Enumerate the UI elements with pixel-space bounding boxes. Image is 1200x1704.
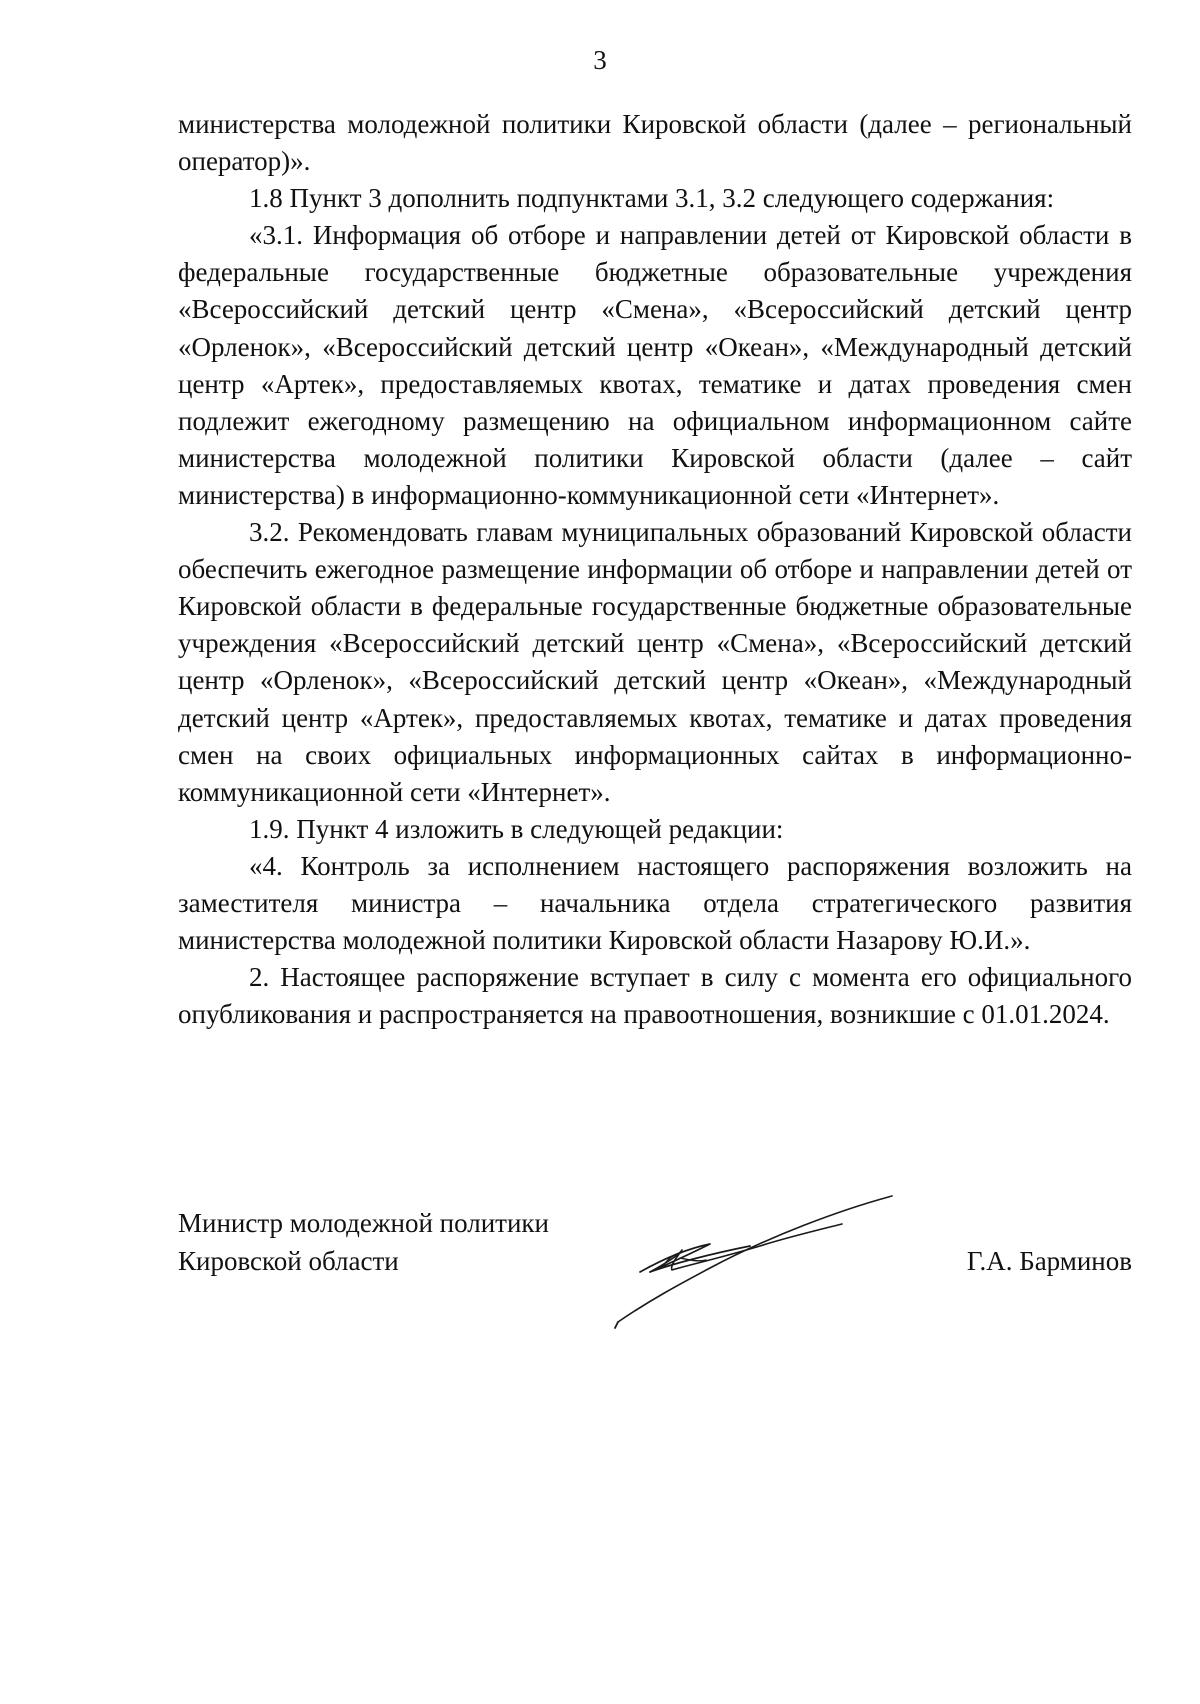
paragraph-1-8: 1.8 Пункт 3 дополнить подпунктами 3.1, 3.2 следующего содержания: bbox=[249, 183, 1055, 214]
signatory-name: Г.А. Барминов bbox=[966, 1246, 1132, 1276]
paragraph-continuation: министерства молодежной политики Кировской области (далее – региональный оператор)». bbox=[178, 109, 1132, 177]
paragraph-4: «4. Контроль за исполнением настоящего распоряжения возложить на заместителя министра – начальника отдела стратегического развития министерства молодежной политики Кировской области Назарову Ю.И.». bbox=[178, 850, 1132, 956]
paragraph-3-2: 3.2. Рекомендовать главам муниципальных образований Кировской области обеспечить ежегодное размещение информации об отборе и направлении детей от Кировской области в федеральные государственные бюджетные образовательные учреждения «Всероссийский детский центр «Смена», «Всероссийский детский центр «Орленок», «Всероссийский детский центр «Океан», «Международный детский центр «Артек», предоставляемых квотах, тематике и датах проведения смен на своих официальных информационных сайтах в информационно-коммуникационной сети «Интернет». bbox=[178, 517, 1132, 807]
paragraph-1-9: 1.9. Пункт 4 изложить в следующей редакции: bbox=[249, 813, 784, 844]
page-number: 3 bbox=[593, 45, 607, 75]
document-body bbox=[178, 106, 1132, 1033]
signatory-title-line-2: Кировской области bbox=[178, 1246, 399, 1276]
signatory-title-line-1: Министр молодежной политики bbox=[178, 1208, 549, 1238]
handwritten-signature bbox=[610, 1188, 900, 1338]
signatory-title bbox=[178, 1204, 549, 1280]
paragraph-3-1: «3.1. Информация об отборе и направлении детей от Кировской области в федеральные государственные бюджетные образовательные учреждения «Всероссийский детский центр «Смена», «Всероссийский детский центр «Орленок», «Всероссийский детский центр «Океан», «Международный детский центр «Артек», предоставляемых квотах, тематике и датах проведения смен подлежит ежегодному размещению на официальном информационном сайте министерства молодежной политики Кировской области (далее – сайт министерства) в информационно-коммуникационной сети «Интернет». bbox=[178, 220, 1132, 510]
paragraph-2: 2. Настоящее распоряжение вступает в силу с момента его официального опубликования и распространяется на правоотношения, возникшие с 01.01.2024. bbox=[178, 962, 1132, 1030]
